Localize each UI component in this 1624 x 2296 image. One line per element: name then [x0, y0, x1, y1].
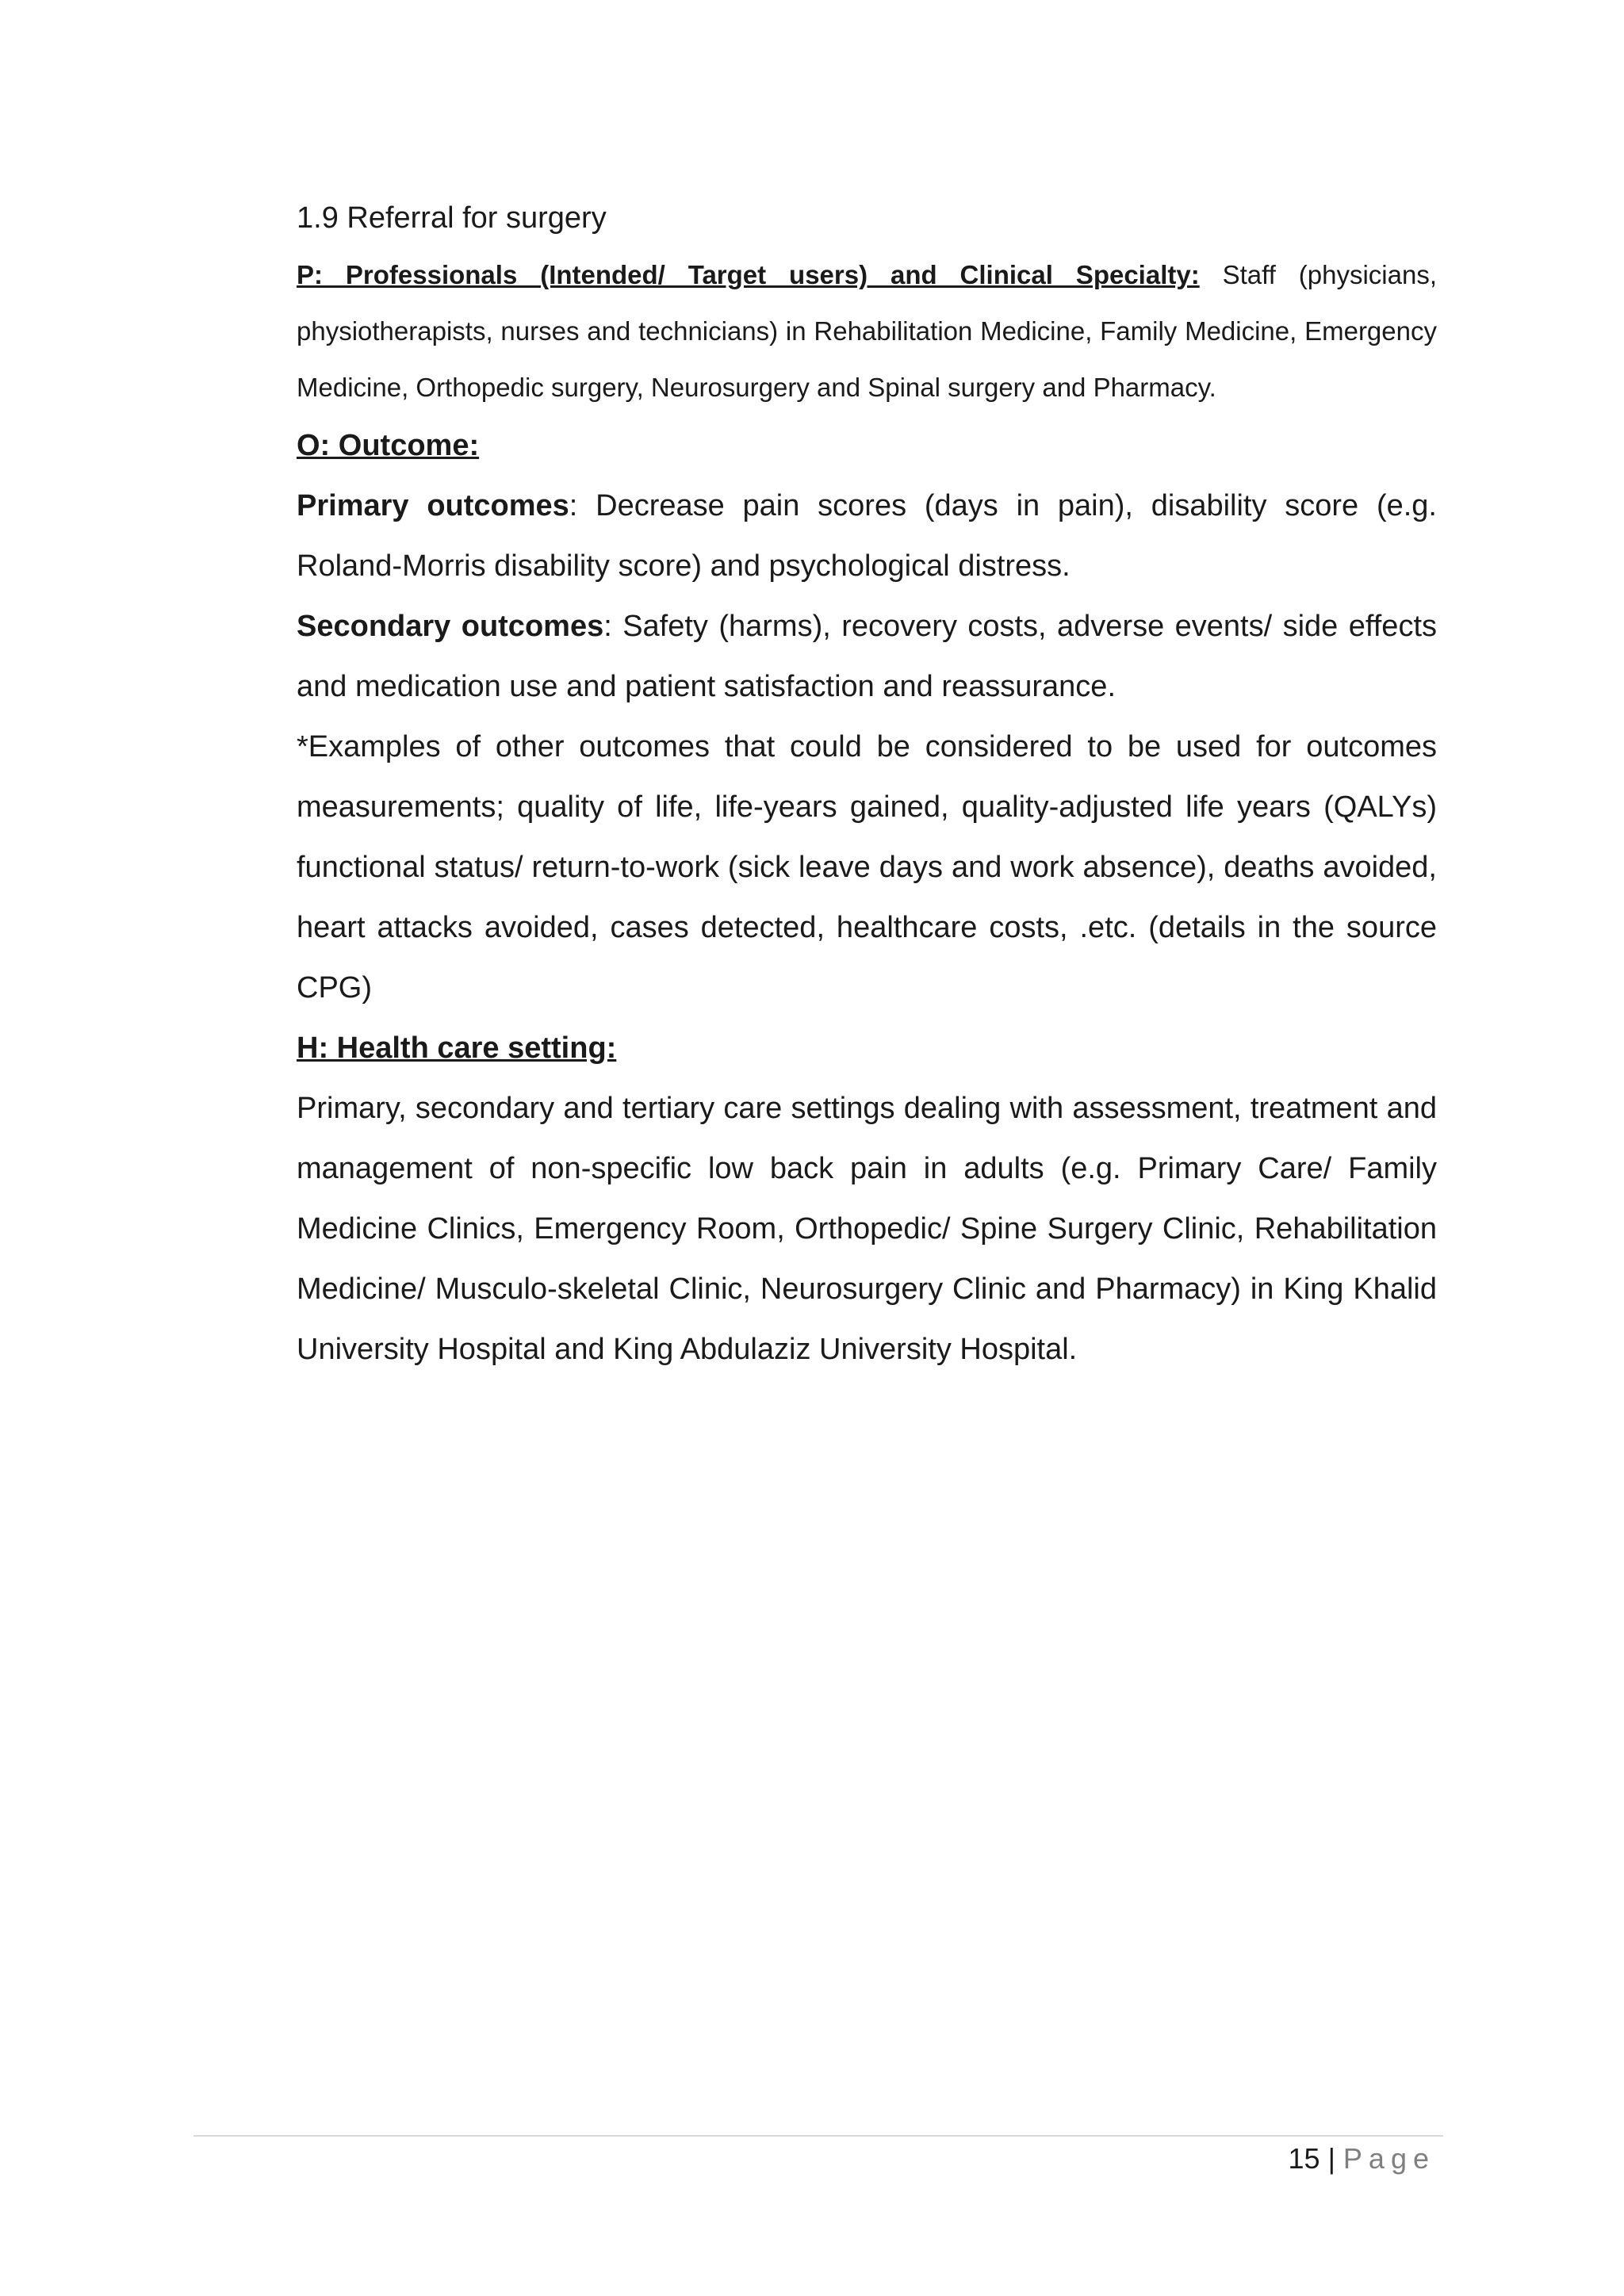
page-number: 15 — [1288, 2142, 1320, 2175]
primary-outcomes-text: : Decrease pain scores (days in pain), disability score (e.g. Roland-Morris disability score) and psychological distress. — [297, 489, 1437, 583]
secondary-outcomes-paragraph — [297, 596, 1437, 717]
professionals-paragraph — [297, 247, 1437, 415]
page-footer — [1289, 2139, 1435, 2179]
primary-outcomes-paragraph — [297, 476, 1437, 596]
secondary-outcomes-label: Secondary outcomes — [297, 610, 604, 643]
professionals-label: P: Professionals (Intended/ Target users) and Clinical Specialty: — [297, 260, 1200, 289]
secondary-outcomes-text: : Safety (harms), recovery costs, adverse events/ side effects and medication use and patient satisfaction and reassurance. — [297, 610, 1437, 703]
footer-separator: | — [1327, 2142, 1335, 2175]
page-label: Page — [1342, 2142, 1435, 2175]
health-care-setting-heading: H: Health care setting: — [297, 1031, 617, 1065]
footer-divider — [193, 2135, 1443, 2137]
primary-outcomes-label: Primary outcomes — [297, 489, 569, 522]
outcome-heading: O: Outcome: — [297, 429, 480, 462]
section-title: 1.9 Referral for surgery — [297, 201, 607, 235]
professionals-text: Staff (physicians, physiotherapists, nurses and technicians) in Rehabilitation Medicine, Family Medicine, Emergency Medicine, Orthopedic surgery, Neurosurgery and Spinal surgery and Pharmacy. — [297, 260, 1437, 402]
examples-paragraph: *Examples of other outcomes that could be considered to be used for outcomes measurements; quality of life, life-years gained, quality-adjusted life years (QALYs) functional status/ return-to-work (sick leave days and work absence), deaths avoided, heart attacks avoided, cases detected, healthcare costs, .etc. (details in the source CPG) — [297, 730, 1437, 1004]
health-care-setting-paragraph: Primary, secondary and tertiary care settings dealing with assessment, treatment and management of non-specific low back pain in adults (e.g. Primary Care/ Family Medicine Clinics, Emergency Room, Orthopedic/ Spine Surgery Clinic, Rehabilitation Medicine/ Musculo-skeletal Clinic, Neurosurgery Clinic and Pharmacy) in King Khalid University Hospital and King Abdulaziz University Hospital. — [297, 1092, 1437, 1366]
page-content — [297, 194, 1437, 1380]
